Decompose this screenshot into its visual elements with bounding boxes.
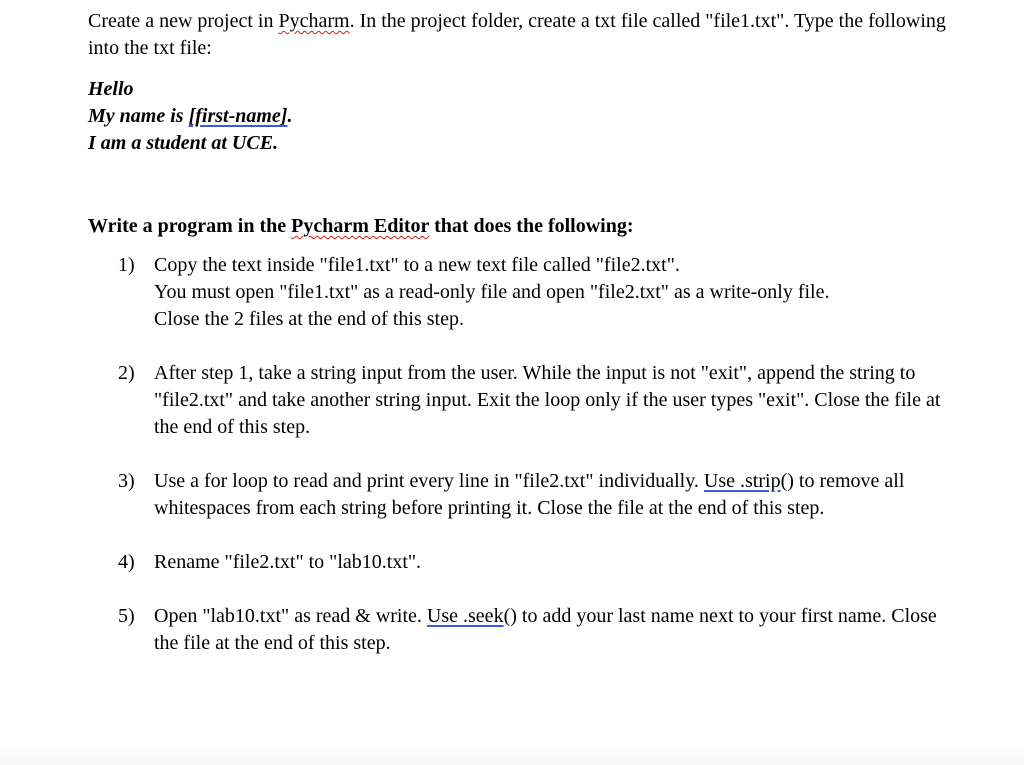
pycharm-editor-words: Pycharm Editor [291,215,430,237]
step-number: 2) [118,362,135,384]
step-item [118,252,958,333]
step-number: 3) [118,470,135,492]
sample-line-3: I am a student at UCE. [88,132,279,154]
sample-line-1: Hello [88,78,134,100]
first-name-placeholder: [first-name] [188,105,288,127]
step-number: 1) [118,254,135,276]
heading-text-1: Write a program in the [88,215,292,237]
document-page [88,8,968,684]
intro-text-2: . In the project folder, create a txt file called "file1.txt". Type the following into the txt file: [88,10,946,59]
step-item [118,603,958,657]
page-bottom-shade [0,743,1024,765]
sample-line-2 [88,103,968,130]
intro-text-1: Create a new project in [88,10,279,32]
step-item [118,549,958,576]
step-5-text-2: () to add your last name next to your first name. Close the file at the end of this step. [154,605,937,654]
step-4-text: Rename "file2.txt" to "lab10.txt". [154,551,422,573]
sample-line-2-pre: My name is [88,105,189,127]
step-number: 4) [118,551,135,573]
task-heading [88,213,968,240]
heading-text-2: that does the following: [429,215,634,237]
step-1-line-2: You must open "file1.txt" as a read-only file and open "file2.txt" as a write-only file. [154,281,830,303]
step-2-text: After step 1, take a string input from the user. While the input is not "exit", append the string to "file2.txt" and take another string input. Exit the loop only if the user types "exit". Close the file at the end of this step. [154,362,941,438]
steps-list [118,252,958,657]
step-1-line-1: Copy the text inside "file1.txt" to a new text file called "file2.txt". [154,254,680,276]
step-3-text-2: () to remove all whitespaces from each string before printing it. Close the file at the end of this step. [154,470,905,519]
sample-text-block [88,76,968,157]
step-item [118,360,958,441]
step-item [118,468,958,522]
intro-paragraph [88,8,968,62]
step-3-text-1: Use a for loop to read and print every line in "file2.txt" individually. [154,470,704,492]
step-5-text-1: Open "lab10.txt" as read & write. [154,605,427,627]
strip-method-mark: Use .strip [703,470,781,492]
step-number: 5) [118,605,135,627]
step-1-line-3: Close the 2 files at the end of this step. [154,308,464,330]
seek-method-mark: Use .seek [426,605,504,627]
sample-line-2-post: . [287,105,293,127]
pycharm-word: Pycharm [278,10,350,32]
